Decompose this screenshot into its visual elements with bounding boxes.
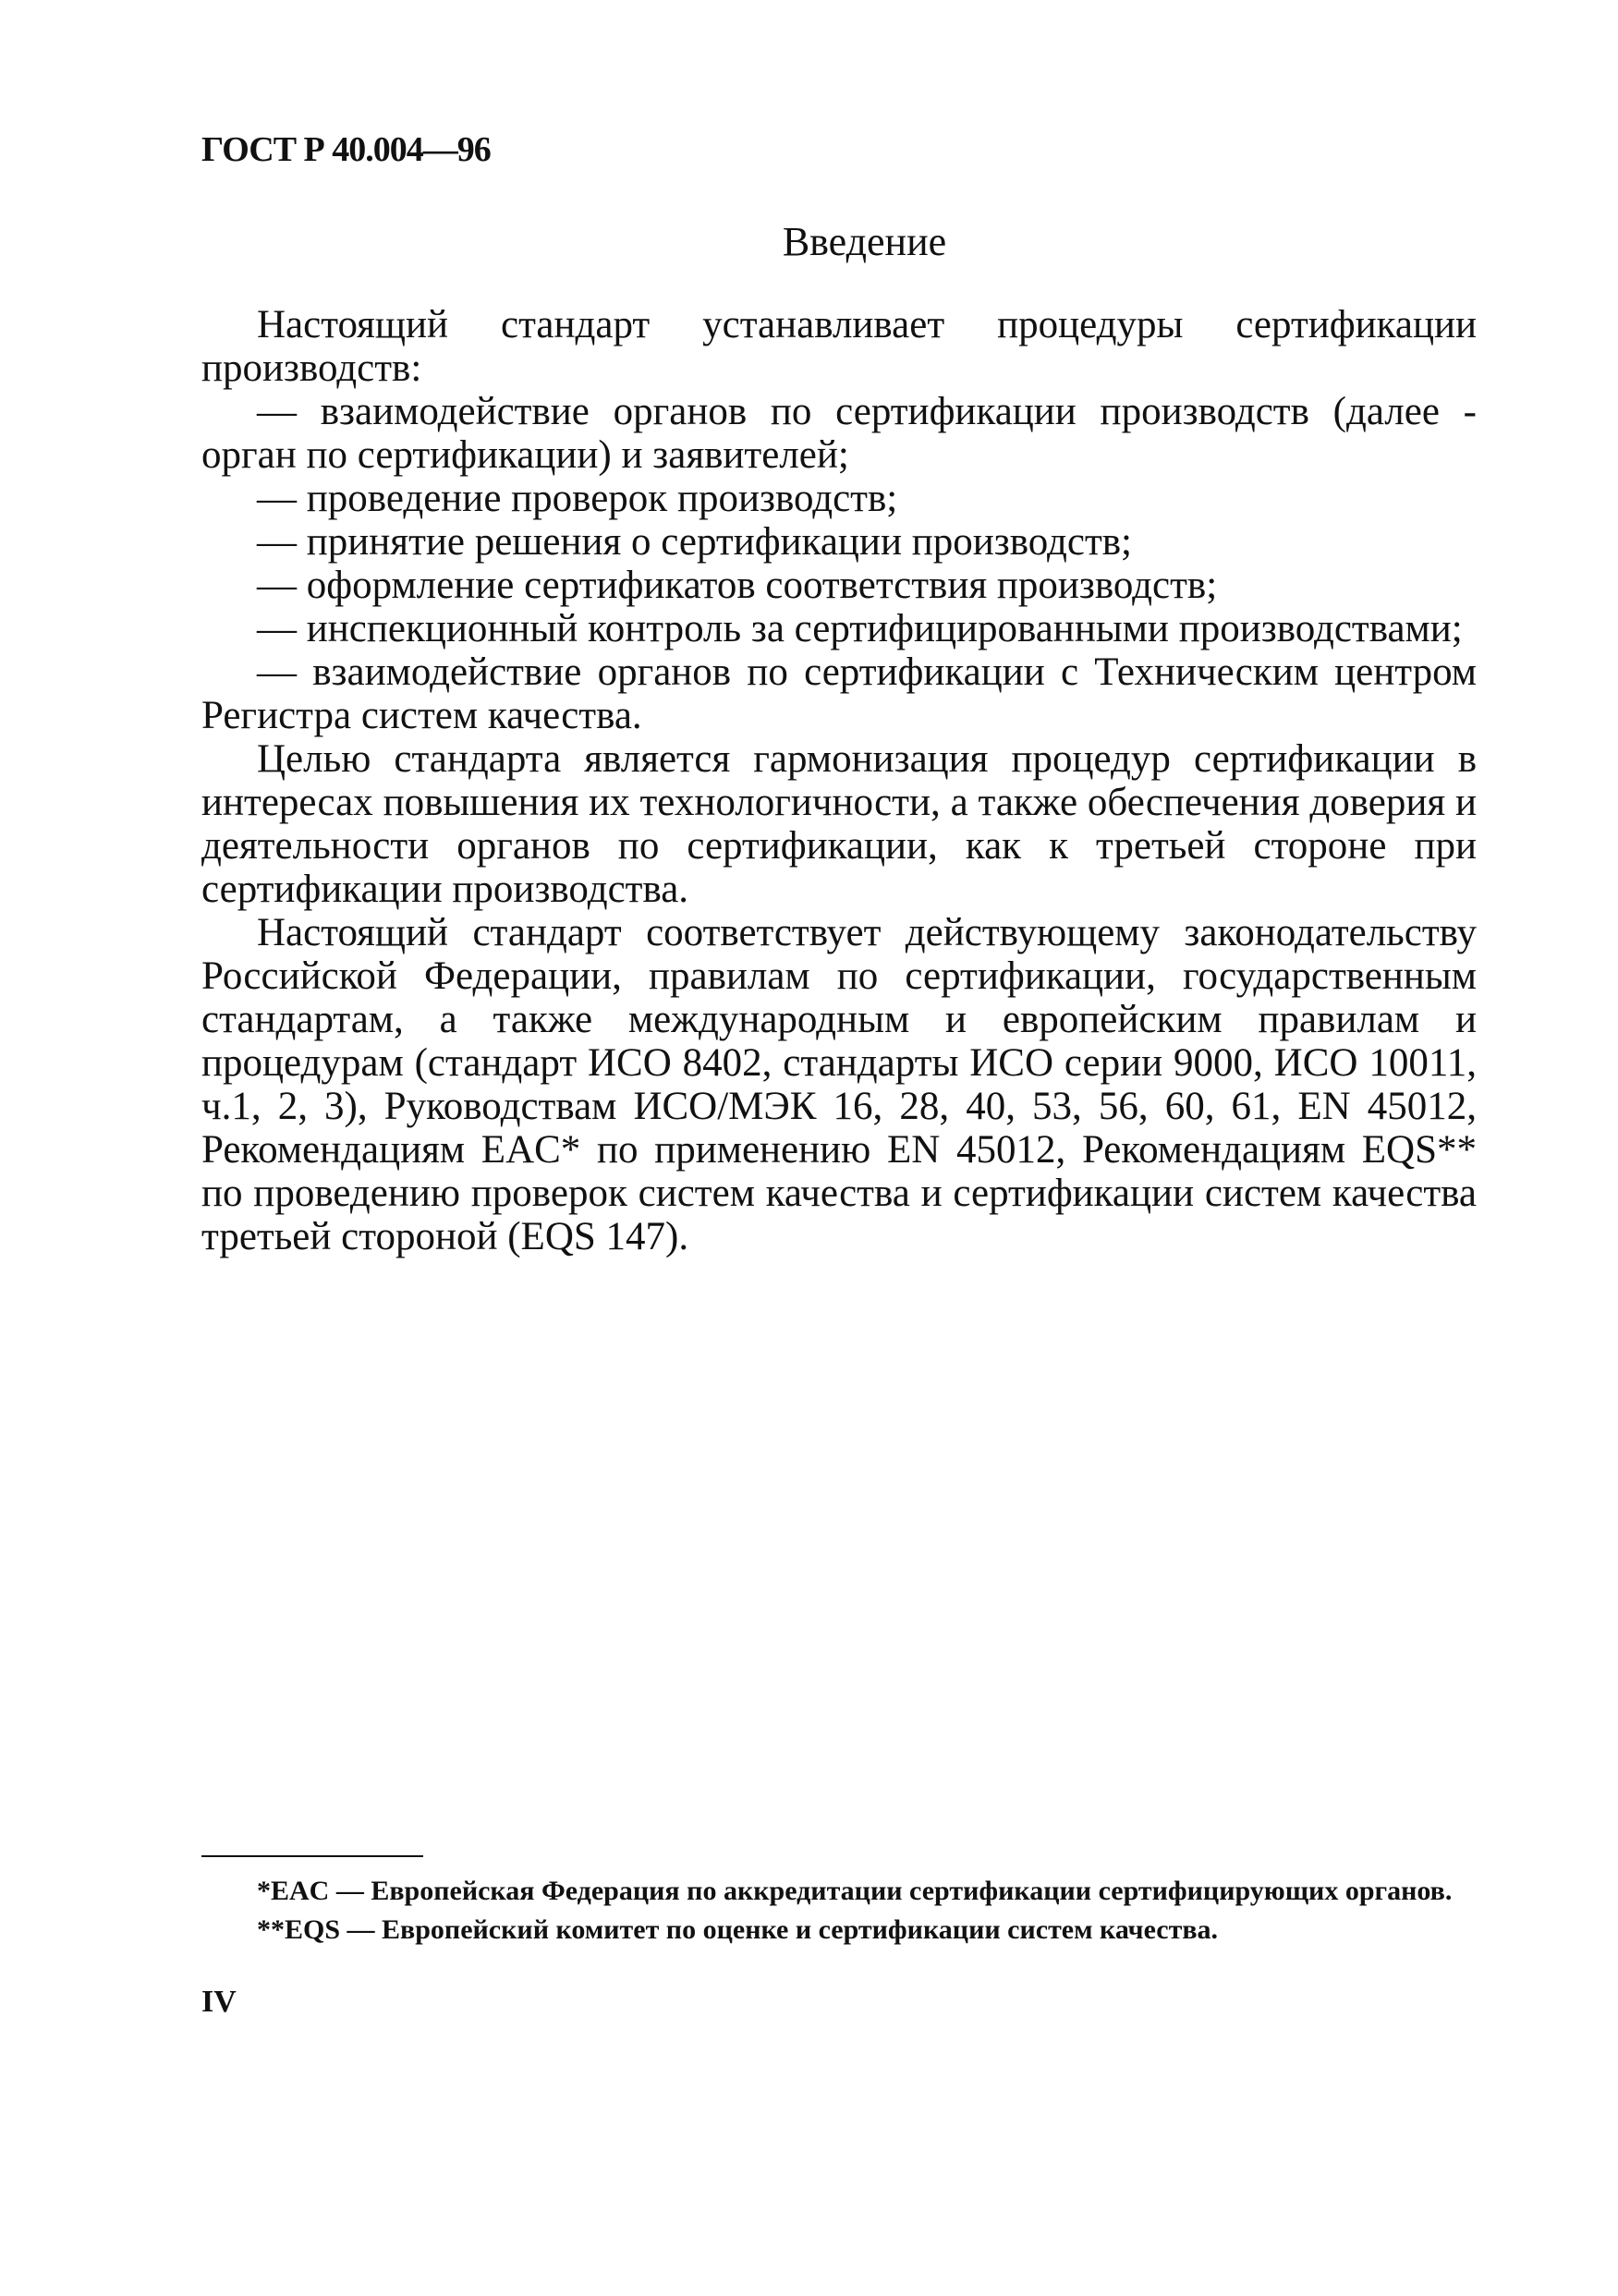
list-item: — принятие решения о сертификации производств; [257, 520, 1132, 564]
body-text [201, 303, 1477, 1258]
list-item: — взаимодействие органов по сертификации производств (далее - орган по сертификации) и заявителей; [201, 390, 1477, 477]
page-number: IV [201, 1985, 237, 2019]
footnotes [201, 1876, 1477, 1953]
footnote: *EAC — Европейская Федерация по аккредитации сертификации сертифицирующих органов. [257, 1876, 1453, 1906]
list-item: — проведение проверок производств; [257, 477, 898, 520]
list-item: — инспекционный контроль за сертифицированными производствами; [257, 607, 1463, 650]
paragraph: Настоящий стандарт соответствует действующему законодательству Российской Федерации, правилам по сертификации, государственным стандартам, а также международным и европейским правилам и процедурам (стандарт ИСО 8402, стандарты ИСО серии 9000, ИСО 10011, ч.1, 2, 3), Руководствам ИСО/МЭК 16, 28, 40, 53, 56, 60, 61, EN 45012, Рекомендациям EAC* по применению EN 45012, Рекомендациям EQS** по проведению проверок систем качества и сертификации систем качества третьей стороной (EQS 147). [201, 911, 1477, 1258]
document-code: ГОСТ Р 40.004—96 [201, 130, 491, 169]
list-item: — взаимодействие органов по сертификации с Техническим центром Регистра систем качества. [201, 650, 1477, 737]
paragraph: Целью стандарта является гармонизация процедур сертификации в интересах повышения их технологичности, а также обеспечения доверия и деятельности органов по сертификации, как к третьей стороне при сертификации производства. [201, 737, 1477, 911]
footnote: **EQS — Европейский комитет по оценке и сертификации систем качества. [257, 1914, 1219, 1945]
section-title: Введение [782, 219, 947, 264]
paragraph: Настоящий стандарт устанавливает процедуры сертификации производств: [201, 303, 1477, 390]
list-item: — оформление сертификатов соответствия производств; [257, 564, 1218, 607]
footnote-divider [201, 1855, 423, 1857]
